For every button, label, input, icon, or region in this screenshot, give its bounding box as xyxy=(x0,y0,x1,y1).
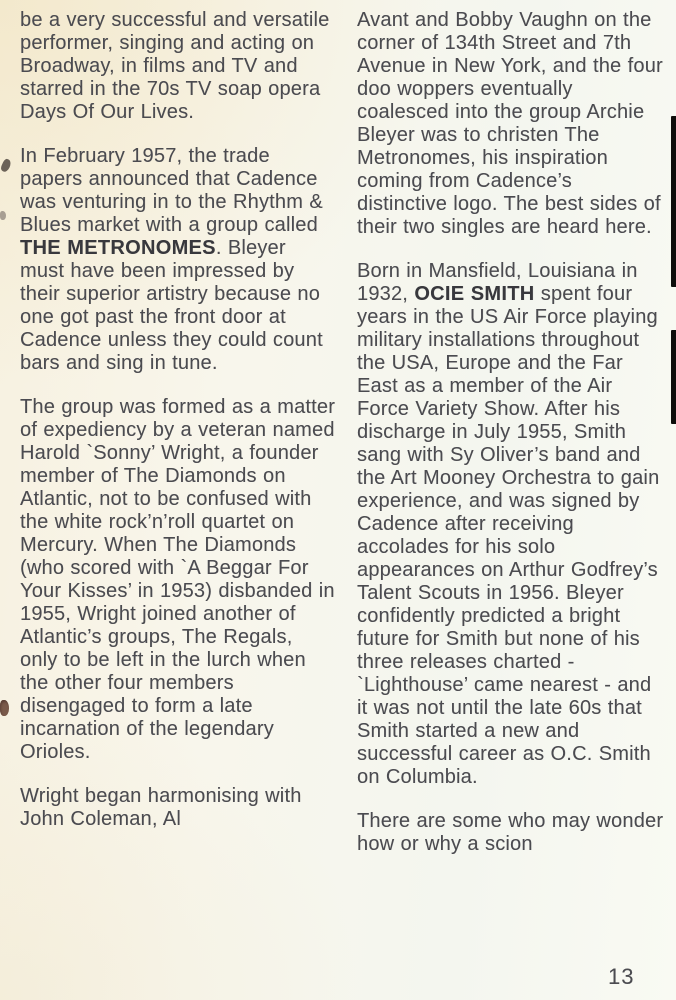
body-text: Born in Mansfield, Louisiana in 1932, xyxy=(357,260,638,305)
body-text: spent four years in the US Air Force playing military installations throughout the USA, Europe and the Far East as a member of the Air Force Variety Show. After his discharge in July 1955, Smith sang with Sy Oliver’s band and the Art Mooney Orchestra to gain experience, and was signed by Cadence after receiving accolades for his solo appearances on Arthur Godfrey’s Talent Scouts in 1956. Bleyer confidently predicted a bright future for Smith but none of his three releases charted - `Lighthouse’ came nearest - and it was not until the late 60s that Smith started a new and successful career as O.C. Smith on Columbia. xyxy=(357,283,660,788)
paragraph xyxy=(357,810,665,856)
paragraph xyxy=(20,785,336,831)
page-number: 13 xyxy=(608,964,635,989)
paragraph xyxy=(357,9,665,239)
scan-artifact-speck-3 xyxy=(0,700,9,716)
text-column-right xyxy=(357,9,665,877)
text-column-left xyxy=(20,9,336,852)
paragraph xyxy=(357,260,665,789)
body-text: The group was formed as a matter of expediency by a veteran named Harold `Sonny’ Wright, a founder member of The Diamonds on Atlantic, not to be confused with the white rock’n’roll quartet on Mercury. When The Diamonds (who scored with `A Beggar For Your Kisses’ in 1953) disbanded in 1955, Wright joined another of Atlantic’s groups, The Regals, only to be left in the lurch when the other four members disengaged to form a late incarnation of the legendary Orioles. xyxy=(20,396,336,763)
body-text: In February 1957, the trade papers announced that Cadence was venturing in to the Rhythm & Blues market with a group called xyxy=(20,145,323,236)
paragraph xyxy=(20,145,336,375)
paragraph xyxy=(20,396,336,764)
body-text: Wright began harmonising with John Coleman, Al xyxy=(20,785,302,830)
scan-artifact-speck-1 xyxy=(0,158,12,173)
artist-name-bold: OCIE SMITH xyxy=(414,283,535,305)
body-text: . Bleyer must have been impressed by their superior artistry because no one got past the front door at Cadence unless they could count bars and sing in tune. xyxy=(20,237,323,374)
body-text: Avant and Bobby Vaughn on the corner of 134th Street and 7th Avenue in New York, and the four doo woppers eventually coalesced into the group Archie Bleyer was to christen The Metronomes, his inspiration coming from Cadence’s distinctive logo. The best sides of their two singles are heard here. xyxy=(357,9,663,238)
artist-name-bold: THE METRONOMES xyxy=(20,237,216,259)
body-text: There are some who may wonder how or why a scion xyxy=(357,810,664,855)
paragraph xyxy=(20,9,336,124)
scan-artifact-speck-2 xyxy=(0,211,6,220)
body-text: be a very successful and versatile performer, singing and acting on Broadway, in films and TV and starred in the 70s TV soap opera Days Of Our Lives. xyxy=(20,9,330,123)
scan-artifact-bar-top xyxy=(671,116,676,287)
scan-artifact-bar-bottom xyxy=(671,330,676,424)
